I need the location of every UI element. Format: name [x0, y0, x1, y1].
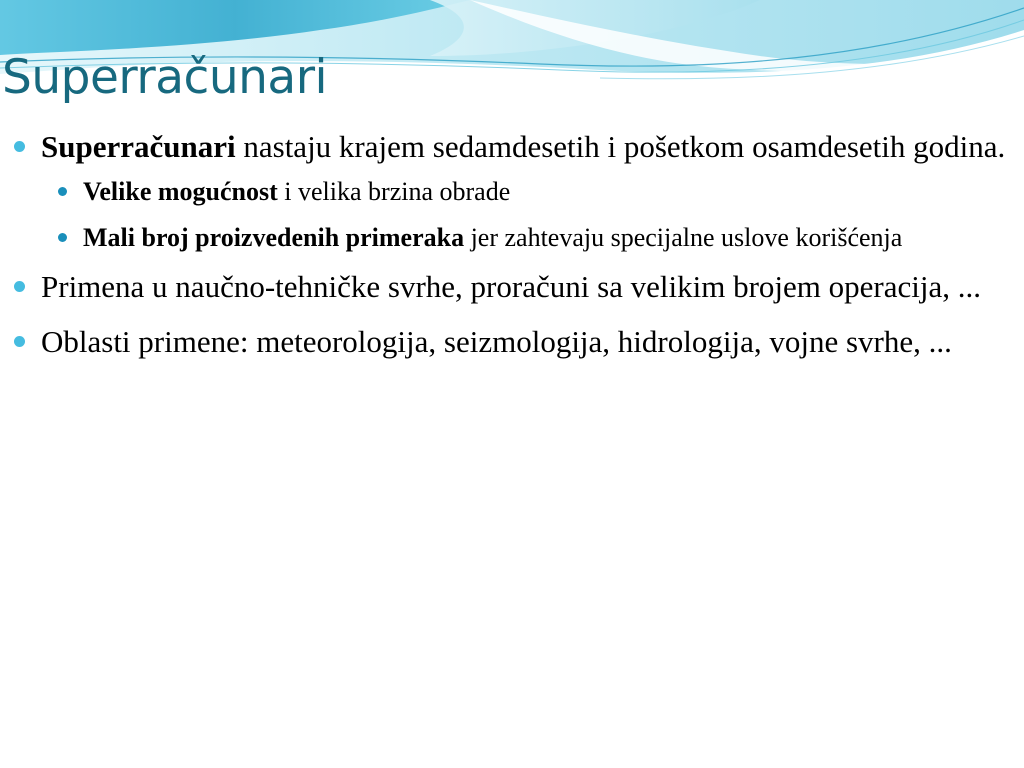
bullet-dot-icon	[14, 141, 25, 152]
bullet-item-2	[0, 266, 1010, 308]
bullet-subitem-1	[0, 174, 1010, 210]
slide-title: Superračunari	[2, 50, 328, 105]
bullet-item-1	[0, 126, 1010, 168]
bullet-text: i velika brzina obrade	[277, 177, 511, 206]
bullet-item-3	[0, 321, 1010, 363]
bullet-dot-icon	[14, 336, 25, 347]
bullet-bold-text: Mali broj proizvedenih primeraka	[83, 223, 465, 252]
bullet-bold-text: Superračunari	[41, 129, 236, 164]
bullet-dot-icon	[58, 233, 67, 242]
bullet-text: jer zahtevaju specijalne uslove korišćenja	[464, 223, 903, 252]
bullet-bold-text: Velike mogućnost	[83, 177, 278, 206]
bullet-subitem-2	[0, 220, 1010, 256]
bullet-dot-icon	[58, 187, 67, 196]
bullet-text: Oblasti primene: meteorologija, seizmologija, hidrologija, vojne svrhe, ...	[41, 324, 952, 359]
bullet-list	[0, 126, 1010, 376]
bullet-text: Primena u naučno-tehničke svrhe, proračuni sa velikim brojem operacija, ...	[41, 269, 982, 304]
bullet-text: nastaju krajem sedamdesetih i pošetkom osamdesetih godina.	[235, 129, 1006, 164]
bullet-dot-icon	[14, 281, 25, 292]
